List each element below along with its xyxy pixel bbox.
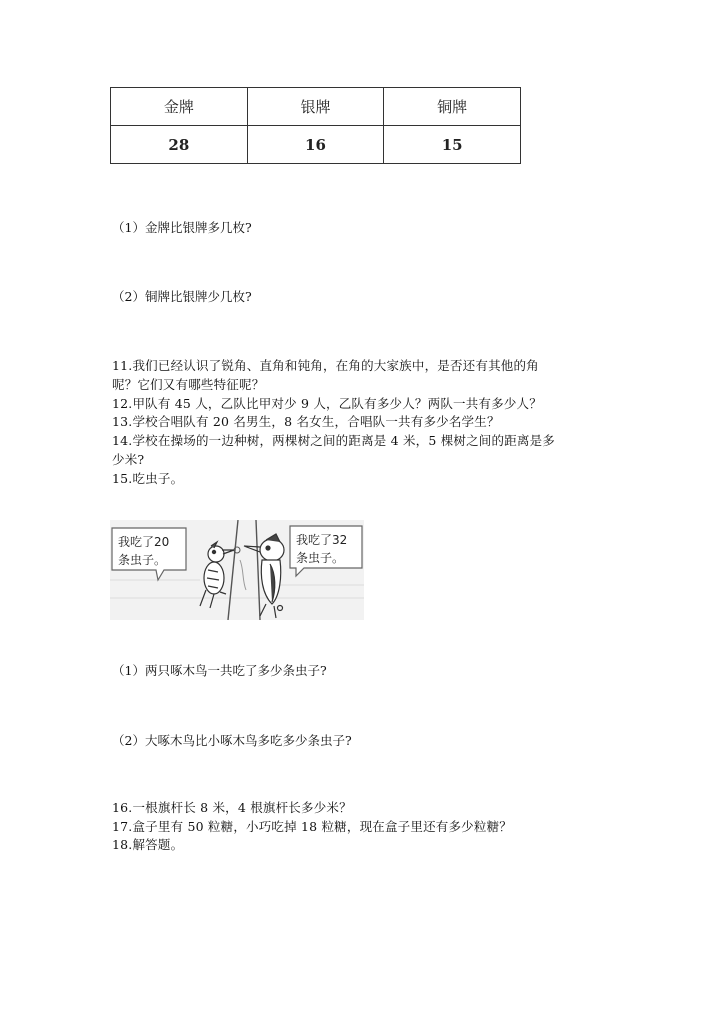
medal-table-header-row — [111, 88, 521, 126]
problem-11-line-1: 11.我们已经认识了锐角、直角和钝角，在角的大家族中，是否还有其他的角 — [112, 358, 539, 373]
problem-11-line-2: 呢？它们又有哪些特征呢？ — [112, 377, 265, 392]
value-gold: 28 — [111, 126, 248, 164]
right-bubble-text-1: 我吃了32 — [296, 533, 348, 547]
value-bronze: 15 — [384, 126, 521, 164]
problem-17: 17.盒子里有 50 粒糖，小巧吃掉 18 粒糖，现在盒子里还有多少粒糖？ — [112, 819, 512, 834]
header-gold: 金牌 — [111, 88, 248, 126]
left-bubble-text-1: 我吃了20 — [118, 535, 170, 549]
header-silver: 银牌 — [247, 88, 384, 126]
left-bubble-text-2: 条虫子。 — [118, 553, 167, 567]
problem-14-line-1: 14.学校在操场的一边种树，两棵树之间的距离是 4 米，5 棵树之间的距离是多 — [112, 433, 556, 448]
header-bronze: 铜牌 — [384, 88, 521, 126]
bird-question-2: （2）大啄木鸟比小啄木鸟多吃多少条虫子? — [112, 733, 352, 748]
value-silver: 16 — [247, 126, 384, 164]
problem-13: 13.学校合唱队有 20 名男生，8 名女生，合唱队一共有多少名学生？ — [112, 414, 500, 429]
problem-18: 18.解答题。 — [112, 837, 184, 852]
problem-12: 12.甲队有 45 人，乙队比甲对少 9 人，乙队有多少人？两队一共有多少人？ — [112, 396, 542, 411]
medal-question-1: （1）金牌比银牌多几枚? — [112, 220, 252, 235]
woodpecker-illustration — [110, 520, 364, 620]
medal-table — [110, 87, 521, 164]
problem-16: 16.一根旗杆长 8 米，4 根旗杆长多少米？ — [112, 800, 352, 815]
medal-question-2: （2）铜牌比银牌少几枚? — [112, 289, 252, 304]
problem-14-line-2: 少米? — [112, 452, 145, 467]
medal-table-value-row — [111, 126, 521, 164]
problem-15: 15.吃虫子。 — [112, 471, 184, 486]
bird-question-1: （1）两只啄木鸟一共吃了多少条虫子? — [112, 663, 327, 678]
right-bubble-text-2: 条虫子。 — [296, 551, 345, 565]
